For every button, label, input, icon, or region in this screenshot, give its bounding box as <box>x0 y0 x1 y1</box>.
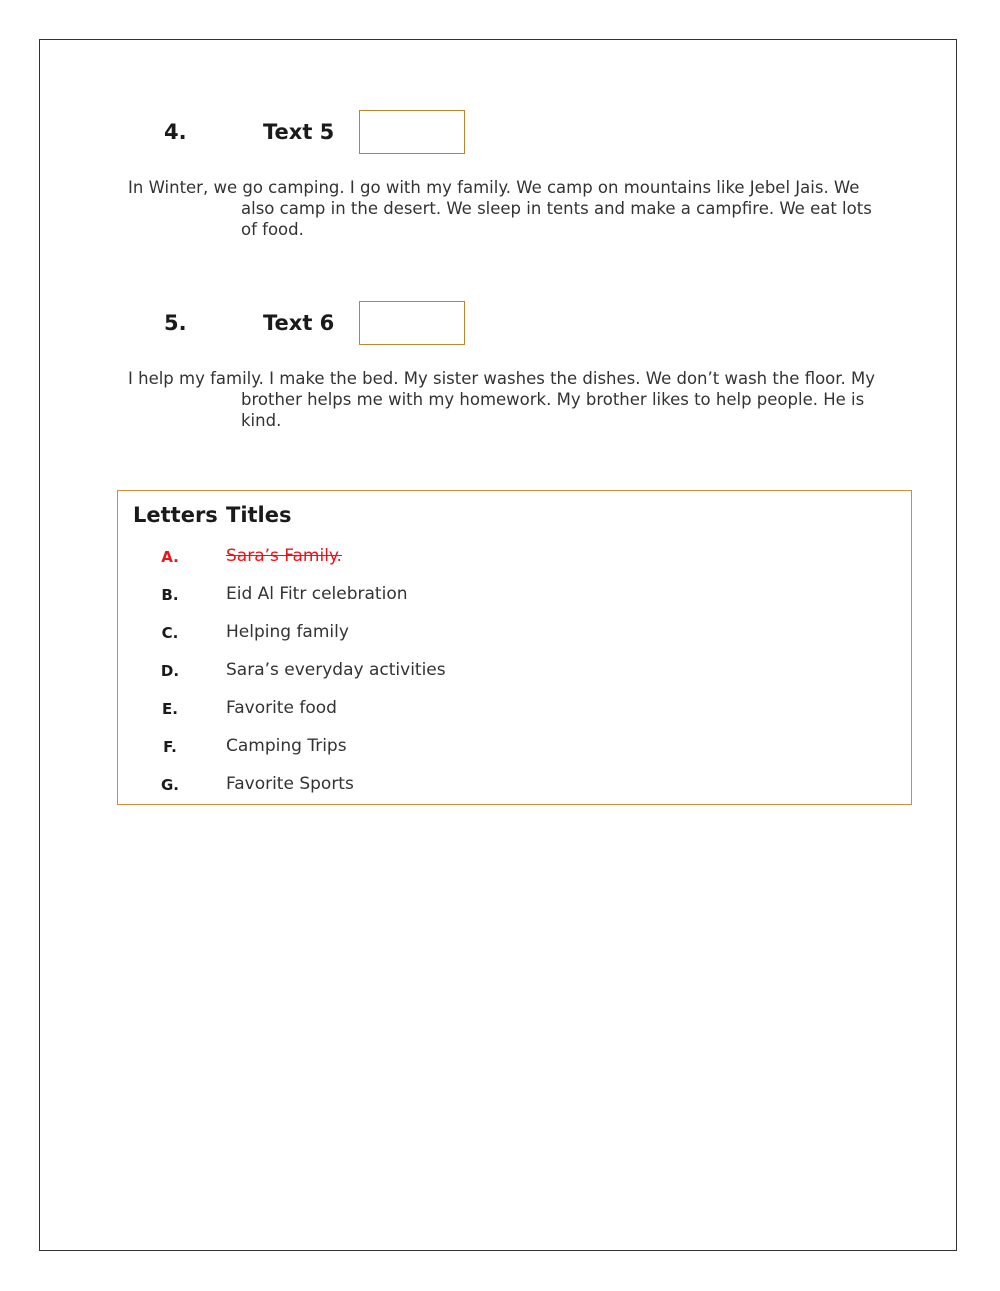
answer-box-text-6[interactable] <box>359 301 465 345</box>
row-title: Eid Al Fitr celebration <box>226 584 408 604</box>
row-letter: D. <box>160 662 180 680</box>
title-row-g <box>118 770 911 800</box>
row-letter: E. <box>162 700 178 718</box>
question-4-header <box>0 110 1000 154</box>
title-row-d <box>118 656 911 686</box>
row-letter: A. <box>161 548 179 566</box>
question-label: Text 5 <box>263 120 335 144</box>
passage-text-6: I help my family. I make the bed. My sister washes the dishes. We don’t wash the floor. My brother helps me with my homework. My brother likes to help people. He is kind. <box>128 369 876 430</box>
row-title: Camping Trips <box>226 736 347 756</box>
row-letter: G. <box>160 776 179 794</box>
question-number: 5. <box>164 311 187 335</box>
titles-header: Titles <box>226 503 292 527</box>
title-row-e <box>118 694 911 724</box>
row-letter: C. <box>161 624 179 642</box>
row-title: Helping family <box>226 622 349 642</box>
question-5-header <box>0 301 1000 345</box>
title-row-f <box>118 732 911 762</box>
row-title: Sara’s Family. <box>226 546 342 566</box>
title-row-c <box>118 618 911 648</box>
passage-text-5: In Winter, we go camping. I go with my family. We camp on mountains like Jebel Jais. We also camp in the desert. We sleep in tents and make a campfire. We eat lots of food. <box>128 178 872 239</box>
row-title: Favorite food <box>226 698 337 718</box>
row-title: Favorite Sports <box>226 774 354 794</box>
letters-header: Letters <box>133 503 218 527</box>
row-letter: F. <box>163 738 177 756</box>
question-number: 4. <box>164 120 187 144</box>
row-title: Sara’s everyday activities <box>226 660 446 680</box>
titles-table <box>117 490 912 805</box>
row-letter: B. <box>161 586 179 604</box>
answer-box-text-5[interactable] <box>359 110 465 154</box>
title-row-a <box>118 542 911 572</box>
title-row-b <box>118 580 911 610</box>
question-label: Text 6 <box>263 311 335 335</box>
